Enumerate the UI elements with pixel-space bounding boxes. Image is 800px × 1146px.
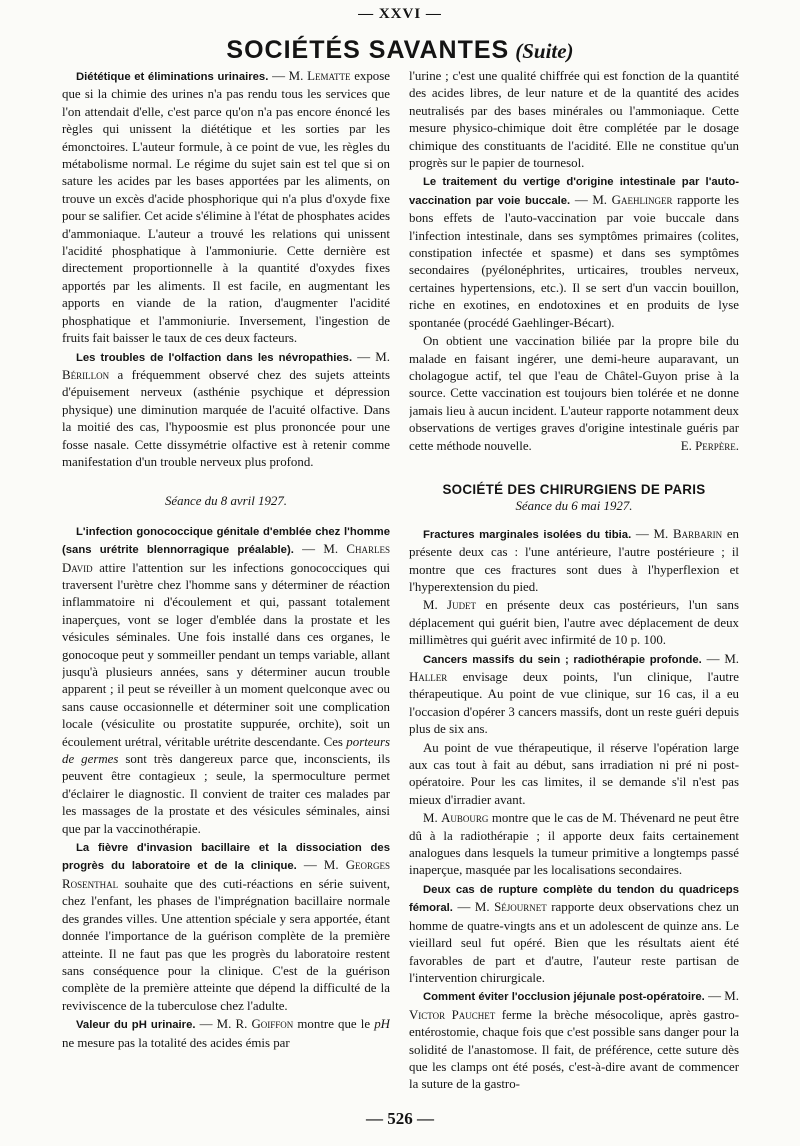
author-name: Goiffon bbox=[251, 1017, 294, 1032]
author-name: Victor Pauchet bbox=[409, 1007, 496, 1022]
author-name: Barbarin bbox=[672, 526, 723, 541]
author-name: Aubourg bbox=[441, 811, 489, 826]
article-body: en présente deux cas : l'une antérieure, l'autre postérieure ; il montre que ces fractures sont dues à l'hyperflexion et l'hyperextension du pied. bbox=[409, 526, 739, 594]
article-olfaction: Les troubles de l'olfaction dans les névropathies. — M. Bérillon a fréquemment observé chez des sujets atteints d'épuisement nerveux (asthénie psychique et dépression physique) une diminution marquée de l'acuité olfactive. Dans la moitié des cas, l'hypoosmie est plus prononcée pour une fosse nasale. Cette dissymétrie olfactive est à retenir comme manifestation d'un trouble nerveux plus profond. bbox=[62, 349, 390, 469]
article-ph-continued: l'urine ; c'est une qualité chiffrée qui est fonction de la quantité des acides libres, de leur nature et de la quantité des acides neutralisés par des bases minérales ou l'ammoniaque. Cette mesure physico-chimique doit être complétée par le dosage chimique des constituants de l'acidité. Elle ne constitue qu'un progrès sur le papier de tournesol. bbox=[409, 69, 739, 171]
article-heading: Comment éviter l'occlusion jéjunale post-opératoire. bbox=[423, 991, 705, 1004]
article-heading: Le traitement du vertige d'origine intestinale par l'auto-vaccination par voie buccale. bbox=[409, 176, 739, 207]
article-heading: Fractures marginales isolées du tibia. bbox=[423, 528, 632, 541]
author-name: Charles David bbox=[62, 542, 390, 575]
author-name: Bérillon bbox=[62, 367, 110, 382]
author-name: Judet bbox=[447, 598, 477, 613]
article-body: ferme la brèche mésocolique, après gastro-entérostomie, chaque fois que c'est possible sans danger pour la solidité de l'anastomose. Il fait, de préférence, cette suture dès que les clamps ont été posés, c'est-à-dire avant de commencer la suture de la gastro- bbox=[409, 1007, 739, 1092]
article-heading: Deux cas de rupture complète du tendon du quadriceps fémoral. bbox=[409, 883, 739, 915]
article-cancers-sein-p2: Au point de vue thérapeutique, il réserve l'opération large aux cas tout à fait au début, sans irradiation ni pré ni post-opératoire. Pour les cas limites, il se demande s'il n'est pas mieux d'irradier avant. bbox=[409, 740, 739, 807]
author-name: Georges Rosenthal bbox=[62, 858, 390, 891]
page-number: — 526 — bbox=[366, 1109, 434, 1128]
article-body: envisage deux points, l'un clinique, l'autre thérapeutique. Au point de vue clinique, sur 16 cas, il a eu l'occasion d'opérer 3 cancers massifs, dont un reste guéri depuis plus de six ans. bbox=[409, 670, 739, 737]
article-tibia-p2: M. Judet en présente deux cas postérieurs, l'un sans déplacement qui guérit bien, l'autre avec déplacement de deux millimètres qui guérit avec infirmité de 10 p. 100. bbox=[409, 598, 739, 648]
article-body: expose que si la chimie des urines n'a pas rendu tous les services que l'on attendait d'elle, c'est parce qu'on n'a pas encore énoncé les règles qui unissent la diététique et les sorties par les émonctoires. L'auteur formule, à ce point de vue, les règles du métabolisme normal. Le régime du sujet sain est tel que si on sature les acides par les bases apportées par les aliments, on trouve un excès d'acide phosphorique qui n'a plus d'oxyde fixe pour se salifier. Cet acide s'élimine à l'état de phosphates acides d'ammoniaque. L'auteur a trouvé les relations qui unissent l'acidité phosphatique à l'ammoniurie. Cette dernière est directement proportionnelle à la quantité d'oxydes fixes apportés par les aliments. Il est facile, en augmentant les apports en viande de la ration, d'augmenter l'acidité phosphatique et l'ammoniurie. Inversement, l'ingestion de fruits fait baisser le taux de ces deux facteurs. bbox=[62, 69, 390, 346]
italic-term: porteurs de germes bbox=[62, 734, 390, 767]
article-body: attire l'attention sur les infections gonococciques qui traversent l'urètre chez l'homme sans y déterminer de réaction inflammatoire ni d'écoulement et qui, passant totalement inaperçues, vont se loger d'emblée dans la prostate et les vésicules séminales. Une fois installé dans ces organes, le gonocoque peut y sommeiller pendant un temps variable, allant jusqu'à plusieurs années, sans y déterminer aucun trouble apparent ; il peut se réveiller à un moment quelconque avec ou sans cause occasionnelle et déterminer soit une complication locale (vésiculite ou prostatite suppurée, orchite), soit un écoulement urétral, véritable urétrite descendante. Ces bbox=[62, 560, 390, 749]
author-name: Séjournet bbox=[494, 900, 547, 915]
article-body: ne mesure pas la totalité des acides émis par bbox=[62, 1035, 290, 1050]
article-fievre-bacillaire: La fièvre d'invasion bacillaire et la dissociation des progrès du laboratoire et de la clinique. — M. Georges Rosenthal souhaite que des cuti-réactions en série suivent, chez l'enfant, les phases de l'imprégnation bacillaire normale des grandes villes. Une attention spéciale y sera apportée, étant donnée l'importance de la guérison complète de la première atteinte. Il ne faut pas que les progrès du laboratoire restent sans conséquence pour la clinique. C'est de la guérison complète de la première atteinte que dépend la difficulté de la reviviscence de la tuberculose chez l'adulte. bbox=[62, 842, 390, 1013]
article-heading: Valeur du pH urinaire. bbox=[76, 1019, 196, 1032]
article-body: souhaite que des cuti-réactions en série suivent, chez l'enfant, les phases de l'imprégnation bacillaire normale des grandes villes. Une attention spéciale y sera apportée, étant donnée l'importance de la guérison complète de la première atteinte. Il ne faut pas que les progrès du laboratoire restent sans conséquence pour la clinique. C'est de la guérison complète de la première atteinte que dépend la difficulté de la reviviscence de la tuberculose chez l'adulte. bbox=[62, 876, 390, 1013]
session-date: Séance du 8 avril 1927. bbox=[164, 494, 288, 509]
article-occlusion: Comment éviter l'occlusion jéjunale post-opératoire. — M. Victor Pauchet ferme la brèche mésocolique, après gastro-entérostomie, chaque fois que c'est possible sans danger pour la solidité de l'anastomose. Il fait, de préférence, cette suture dès que les clamps ont été posés, c'est-à-dire avant de commencer la suture de la gastro- bbox=[409, 989, 739, 1092]
article-body: rapporte deux observations chez un homme de quatre-vingts ans et un adolescent de quinze ans. Le vieillard seul fut opéré. Bien que les résultats aient été favorables de part et d'autre, l'auteur reste partisan de l'intervention chirurgicale. bbox=[409, 900, 739, 985]
italic-term: pH bbox=[374, 1017, 390, 1032]
article-quadriceps: Deux cas de rupture complète du tendon du quadriceps fémoral. — M. Séjournet rapporte deux observations chez un homme de quatre-vingts ans et un adolescent de quinze ans. Le vieillard seul fut opéré. Bien que les résultats aient été favorables de part et d'autre, l'auteur reste partisan de l'intervention chirurgicale. bbox=[409, 883, 739, 985]
article-heading: Diététique et éliminations urinaires. bbox=[76, 71, 269, 83]
section-title: SOCIÉTÉS SAVANTES bbox=[226, 36, 510, 64]
author-name: Lematte bbox=[307, 69, 351, 83]
author-name: Haller bbox=[409, 670, 448, 684]
article-vertige-p2: On obtient une vaccination biliée par la propre bile du malade en faisant ingérer, une demi-heure auparavant, un cholagogue actif, tel que l'eau de Châtel-Guyon prise à la source. Cette vaccination est toujours bien tolérée et ne donne jamais lieu à aucun incident. L'auteur rapporte notamment deux observations de vertiges graves d'origine intestinale guéris par cette méthode nouvelle. E. Perpère. bbox=[409, 333, 739, 455]
society-heading: SOCIÉTÉ DES CHIRURGIENS DE PARIS bbox=[442, 481, 706, 497]
article-body: en présente deux cas postérieurs, l'un sans déplacement qui guérit bien, l'autre avec déplacement de deux millimètres qui guérit avec infirmité de 10 p. 100. bbox=[409, 598, 739, 648]
author-name: Gaehlinger bbox=[611, 192, 673, 207]
article-body: rapporte les bons effets de l'auto-vaccination par voie buccale dans l'infection intestinale, dans ses symptômes primaires (colites, constipation infectée et spasme) et dans ses symptômes secondaires (pyélonéphrites, urticaires, troubles nerveux, certaines hypertensions, etc.). Il se sert d'un vaccin bouillon, riche en exotines, en endotoxines et en produits de lyse spontanée (procédé Gaehlinger-Bécart). bbox=[409, 192, 739, 330]
article-vertige: Le traitement du vertige d'origine intestinale par l'auto-vaccination par voie buccale. — M. Gaehlinger rapporte les bons effets de l'auto-vaccination par voie buccale dans l'infection intestinale, dans ses symptômes primaires (colites, constipation infectée et spasme) et dans ses symptômes secondaires (pyélonéphrites, urticaires, troubles nerveux, certaines hypertensions, etc.). Il se sert d'un vaccin bouillon, riche en exotines, en endotoxines et en produits de lyse spontanée (procédé Gaehlinger-Bécart). bbox=[409, 176, 739, 330]
article-body: sont très dangereux parce que, inconscients, ils peuvent être contagieux ; seule, la spermoculture permet d'éclairer le diagnostic. Il convient de traiter ces malades par les massages de la prostate et des vésicules séminales, ainsi que par la vaccinothérapie. bbox=[62, 752, 390, 836]
article-body: a fréquemment observé chez des sujets atteints d'épuisement nerveux (asthénie psychique et dépression physique) une diminution marquée de l'acuité olfactive. Dans la moitié des cas, l'hypoosmie est plus prononcée pour une fosse nasale. Cette dissymétrie olfactive est à retenir comme manifestation d'un trouble nerveux plus profond. bbox=[62, 367, 390, 469]
article-cancers-sein: Cancers massifs du sein ; radiothérapie profonde. — M. Haller envisage deux points, l'un clinique, l'autre thérapeutique. Au point de vue clinique, sur 16 cas, il a eu l'occasion d'opérer 3 cancers massifs, dont un reste guéri depuis plus de six ans. bbox=[409, 651, 739, 737]
section-suite: (Suite) bbox=[515, 39, 574, 63]
article-tibia: Fractures marginales isolées du tibia. — M. Barbarin en présente deux cas : l'une antérieure, l'autre postérieure ; il montre que ces fractures sont dues à l'hyperflexion et l'hyperextension du pied. bbox=[409, 526, 739, 594]
section-banner bbox=[0, 36, 800, 65]
roman-page-number: — XXVI — bbox=[358, 6, 442, 22]
article-body: montre que le bbox=[293, 1017, 375, 1032]
session-date: Séance du 6 mai 1927. bbox=[515, 499, 633, 514]
article-dietetique: Diététique et éliminations urinaires. — M. Lematte expose que si la chimie des urines n'a pas rendu tous les services que l'on attendait d'elle, c'est parce qu'on n'a pas encore énoncé les règles qui unissent la diététique et les sorties par les émonctoires. L'auteur formule, à ce point de vue, les règles du métabolisme normal. Le régime du sujet sain est tel que si on sature les acides par les bases apportées par les aliments, on trouve un excès d'acide phosphorique qui n'a plus d'oxyde fixe pour se salifier. Cet acide s'élimine à l'état de phosphates acides d'ammoniaque. L'auteur a trouvé les relations qui unissent l'acidité phosphatique à l'ammoniurie. Cette dernière est directement proportionnelle à la quantité d'oxydes fixes apportés par les aliments. Il est facile, en augmentant les apports en viande de la ration, d'augmenter l'acidité phosphatique et l'ammoniurie. Inversement, l'ingestion de fruits fait baisser le taux de ces deux facteurs. bbox=[62, 69, 390, 346]
article-heading: Cancers massifs du sein ; radiothérapie profonde. bbox=[423, 653, 702, 666]
signature: E. Perpère. bbox=[680, 438, 739, 453]
article-ph-urinaire: Valeur du pH urinaire. — M. R. Goiffon montre que le pH ne mesure pas la totalité des acides émis par bbox=[62, 1017, 390, 1050]
article-heading: L'infection gonococcique génitale d'emblée chez l'homme (sans urétrite blennorragique préalable). bbox=[62, 525, 390, 557]
left-column bbox=[62, 68, 390, 1098]
article-gonococcique: L'infection gonococcique génitale d'emblée chez l'homme (sans urétrite blennorragique préalable). — M. Charles David attire l'attention sur les infections gonococciques qui traversent l'urètre chez l'homme sans y déterminer de réaction inflammatoire ni d'écoulement et qui, passant totalement inaperçues, vont se loger d'emblée dans la prostate et les vésicules séminales. Une fois installé dans ces organes, le gonocoque peut y sommeiller pendant un temps variable, allant jusqu'à plusieurs années, sans y déterminer aucun trouble apparent ; il peut se réveiller à un moment quelconque avec ou sans cause occasionnelle et déterminer soit une complication locale (vésiculite ou prostatite suppurée, orchite), soit un écoulement urétral, véritable urétrite descendante. Ces porteurs de germes sont très dangereux parce que, inconscients, ils peuvent être contagieux ; seule, la spermoculture permet d'éclairer le diagnostic. Il convient de traiter ces malades par les massages de la prostate et des vésicules séminales, ainsi que par la vaccinothérapie. bbox=[62, 525, 390, 836]
right-column bbox=[409, 68, 739, 1098]
article-body: montre que le cas de M. Thévenard ne peut être dû à la radiothérapie ; il apporte deux faits certainement analogues dans lesquels la tumeur primitive a longtemps passé inaperçue, masquée par les localisations secondaires. bbox=[409, 811, 739, 878]
article-heading: La fièvre d'invasion bacillaire et la dissociation des progrès du laboratoire et de la clinique. bbox=[62, 842, 390, 873]
article-heading: Les troubles de l'olfaction dans les névropathies. bbox=[76, 351, 353, 364]
article-cancers-sein-p3: M. Aubourg montre que le cas de M. Thévenard ne peut être dû à la radiothérapie ; il apporte deux faits certainement analogues dans lesquels la tumeur primitive a longtemps passé inaperçue, masquée par les localisations secondaires. bbox=[409, 811, 739, 878]
